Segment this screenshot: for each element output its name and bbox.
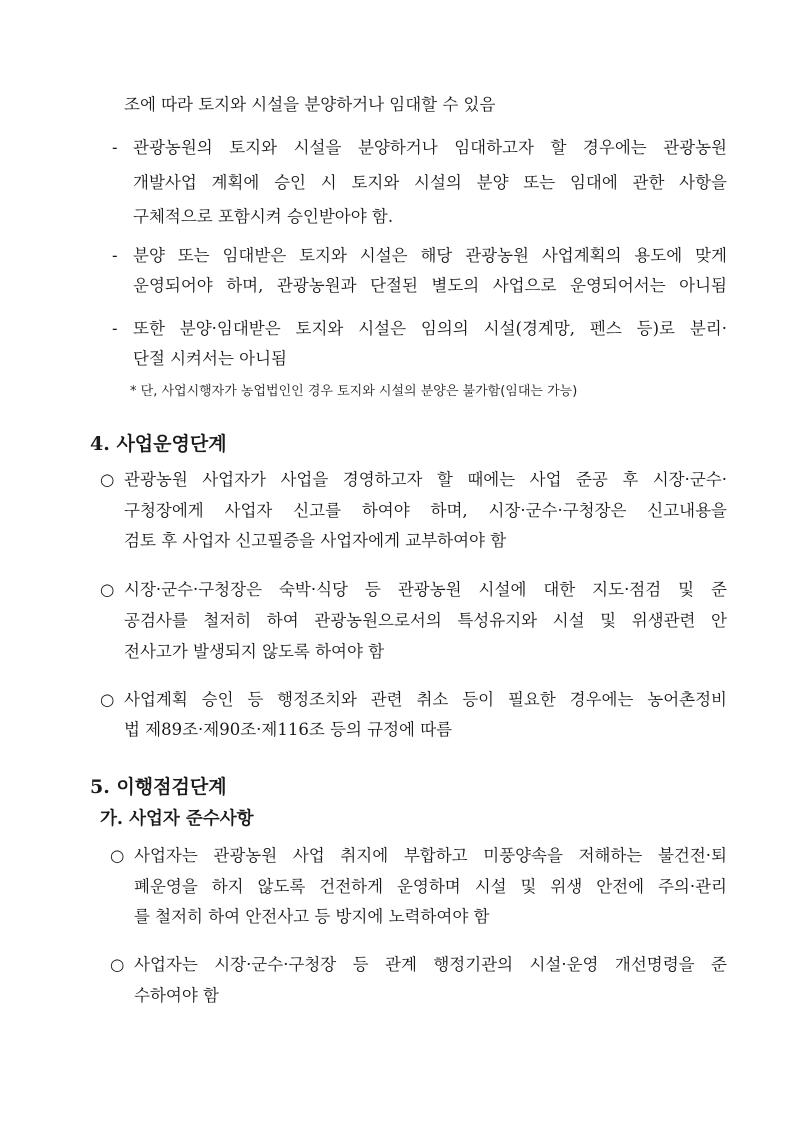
- body-line: 관광농원 사업자가 사업을 경영하고자 할 때에는 사업 준공 후 시장·군수·: [124, 470, 727, 489]
- body-line: 법 제89조·제90조·제116조 등의 규정에 따름: [124, 720, 453, 739]
- body-line: 를 철저히 하여 안전사고 등 방지에 노력하여야 함: [134, 907, 490, 926]
- subsection-title: 가. 사업자 준수사항: [100, 809, 254, 829]
- circle-bullet: ○: [110, 846, 125, 865]
- body-line: 사업자는 관광농원 사업 취지에 부합하고 미풍양속을 저해하는 불건전·퇴: [134, 846, 727, 865]
- section-5-title: 5. 이행점검단계: [90, 776, 227, 798]
- body-line: 또한 분양·임대받은 토지와 시설은 임의의 시설(경계망, 펜스 등)로 분리·: [133, 319, 727, 338]
- body-line: 사업계획 승인 등 행정조치와 관련 취소 등이 필요한 경우에는 농어촌정비: [124, 690, 727, 709]
- body-line: 관광농원의 토지와 시설을 분양하거나 임대하고자 할 경우에는 관광농원: [133, 138, 727, 157]
- body-line: 조에 따라 토지와 시설을 분양하거나 임대할 수 있음: [124, 95, 496, 114]
- body-line: 전사고가 발생되지 않도록 하여야 함: [124, 642, 385, 661]
- body-line: 폐운영을 하지 않도록 건전하게 운영하며 시설 및 위생 안전에 주의·관리: [134, 877, 727, 896]
- circle-bullet: ○: [100, 470, 115, 489]
- circle-bullet: ○: [100, 690, 115, 709]
- circle-bullet: ○: [100, 580, 115, 599]
- section-4-title: 4. 사업운영단계: [90, 433, 227, 455]
- circle-bullet: ○: [110, 955, 125, 974]
- body-line: 구체적으로 포함시켜 승인받아야 함.: [133, 207, 394, 226]
- body-line: 개발사업 계획에 승인 시 토지와 시설의 분양 또는 임대에 관한 사항을: [133, 173, 727, 192]
- dash-marker: -: [112, 246, 118, 265]
- body-line: 사업자는 시장·군수·구청장 등 관계 행정기관의 시설·운영 개선명령을 준: [134, 955, 727, 974]
- body-line: 시장·군수·구청장은 숙박·식당 등 관광농원 시설에 대한 지도·점검 및 준: [124, 580, 727, 599]
- body-line: 검토 후 사업자 신고필증을 사업자에게 교부하여야 함: [124, 531, 507, 550]
- dash-marker: -: [112, 319, 118, 338]
- body-line: 운영되어야 하며, 관광농원과 단절된 별도의 사업으로 운영되어서는 아니됨: [133, 276, 727, 295]
- footnote: * 단, 사업시행자가 농업법인인 경우 토지와 시설의 분양은 불가함(임대는 가능): [130, 384, 578, 399]
- body-line: 단절 시켜서는 아니됨: [133, 349, 287, 368]
- body-line: 구청장에게 사업자 신고를 하여야 하며, 시장·군수·구청장은 신고내용을: [124, 501, 727, 520]
- body-line: 수하여야 함: [134, 986, 219, 1005]
- dash-marker: -: [112, 138, 118, 157]
- body-line: 분양 또는 임대받은 토지와 시설은 해당 관광농원 사업계획의 용도에 맞게: [133, 246, 727, 265]
- body-line: 공검사를 철저히 하여 관광농원으로서의 특성유지와 시설 및 위생관련 안: [124, 611, 727, 630]
